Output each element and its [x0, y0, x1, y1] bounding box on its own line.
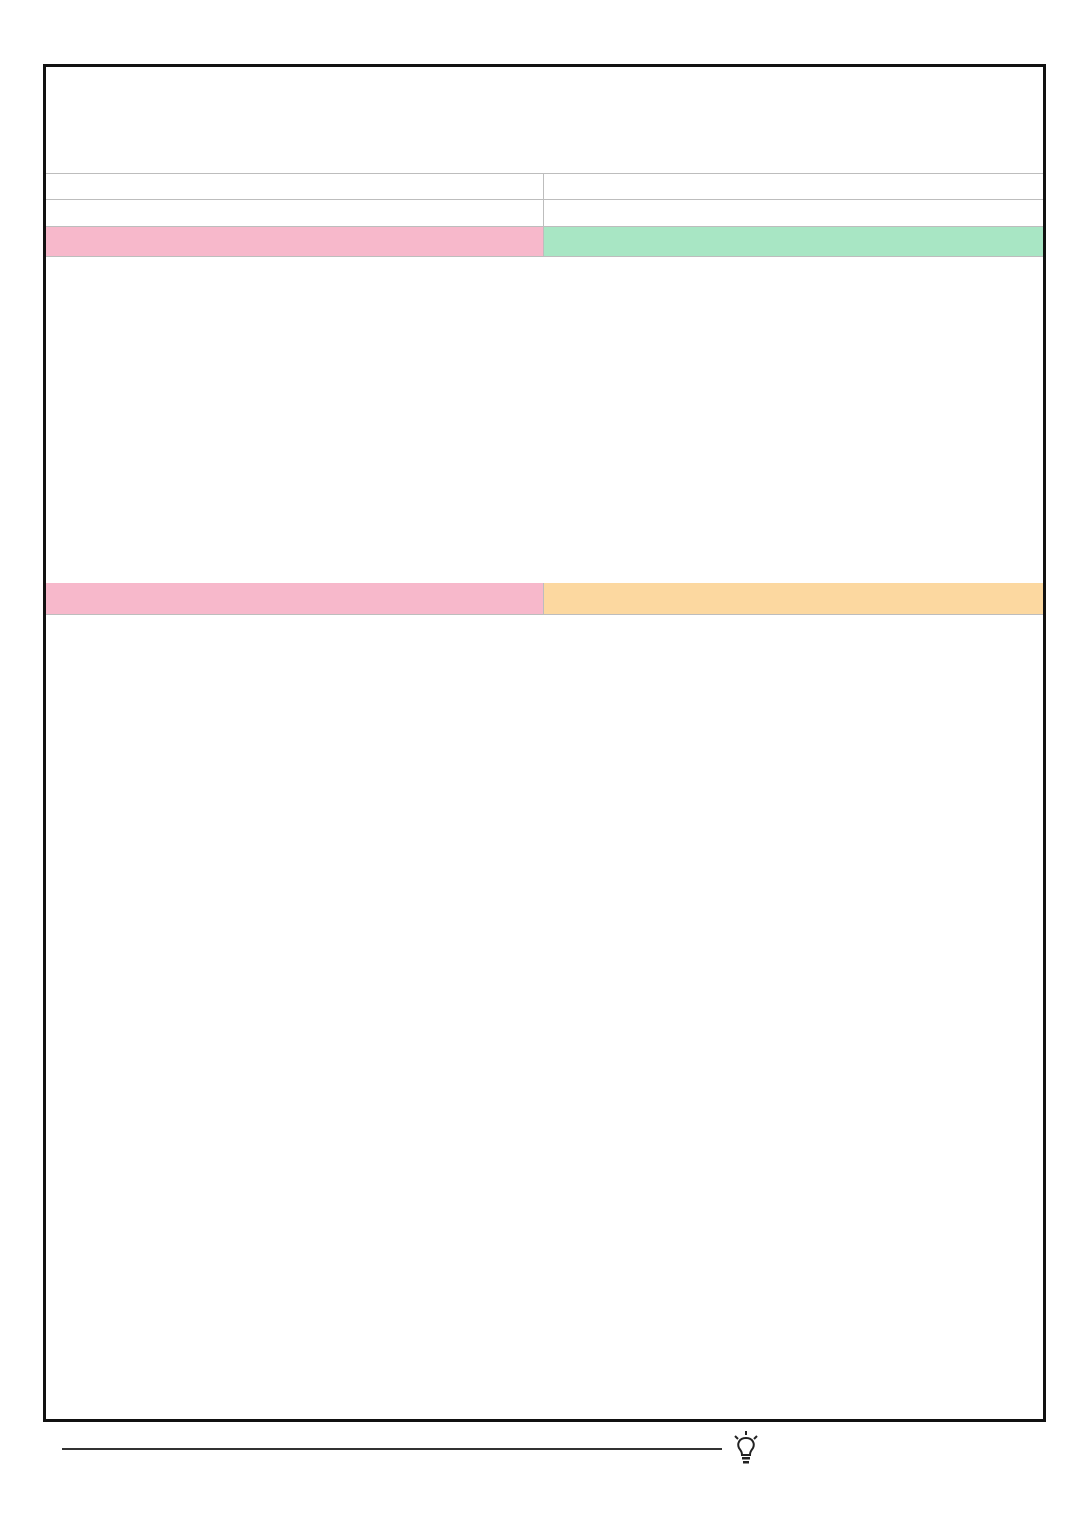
section-plan — [544, 227, 1043, 257]
report-time-field — [544, 173, 1043, 200]
section-summary — [46, 227, 544, 257]
filler-field — [46, 173, 544, 200]
section-problems — [544, 583, 1043, 615]
page-title — [46, 67, 1043, 173]
section-record — [46, 583, 544, 615]
submit-time-field — [544, 200, 1043, 227]
report-sheet — [43, 64, 1046, 1422]
lightbulb-icon — [733, 1431, 759, 1465]
department-field — [46, 200, 544, 227]
footer-divider — [62, 1448, 722, 1450]
